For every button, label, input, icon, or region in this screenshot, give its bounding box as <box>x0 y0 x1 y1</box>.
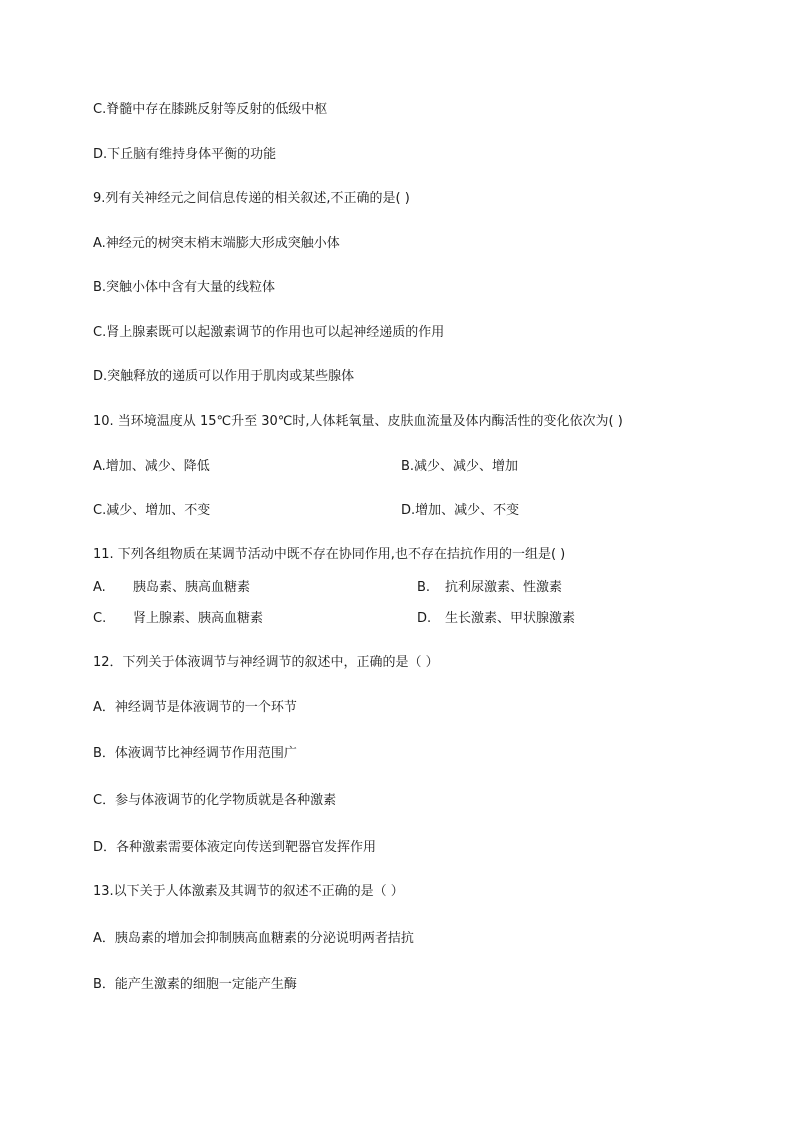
option-text: 抗利尿激素、性激素 <box>445 580 563 595</box>
question-12-option-a: A．神经调节是体液调节的一个环节 <box>93 700 297 715</box>
question-13-option-b: B．能产生激素的细胞一定能产生酶 <box>93 977 297 992</box>
question-11-option-c <box>93 611 263 627</box>
question-9-option-a: A.神经元的树突末梢末端膨大形成突触小体 <box>93 236 340 251</box>
question-9-option-d: D.突触释放的递质可以作用于肌肉或某些腺体 <box>93 369 355 384</box>
question-12: 12．下列关于体液调节与神经调节的叙述中，正确的是（ ） <box>93 655 439 670</box>
question-12-option-d: D．各种激素需要体液定向传送到靶器官发挥作用 <box>93 840 377 855</box>
question-12-option-c: C．参与体液调节的化学物质就是各种激素 <box>93 793 337 808</box>
question-10-option-c: C.减少、增加、不变 <box>93 503 211 518</box>
option-text: 肾上腺素、胰高血糖素 <box>133 611 264 626</box>
option-letter: B. <box>417 580 431 595</box>
option-letter: C. <box>93 611 107 626</box>
question-13: 13.以下关于人体激素及其调节的叙述不正确的是（ ） <box>93 884 404 899</box>
question-13-option-a: A．胰岛素的增加会抑制胰高血糖素的分泌说明两者拮抗 <box>93 931 414 946</box>
question-9: 9.列有关神经元之间信息传递的相关叙述,不正确的是( ) <box>93 191 410 206</box>
question-10-option-d: D.增加、减少、不变 <box>401 503 520 518</box>
question-10-option-a: A.增加、减少、降低 <box>93 459 210 474</box>
question-10-option-b: B.减少、减少、增加 <box>401 459 519 474</box>
question-10: 10. 当环境温度从 15℃升至 30℃时,人体耗氧量、皮肤血流量及体内酶活性的变化依次为( ) <box>93 414 623 429</box>
question-12-option-b: B．体液调节比神经调节作用范围广 <box>93 746 297 761</box>
question-11-option-d <box>417 611 575 627</box>
option-c-text: C.脊髓中存在膝跳反射等反射的低级中枢 <box>93 102 328 117</box>
option-letter: D. <box>417 611 432 626</box>
question-9-option-b: B.突触小体中含有大量的线粒体 <box>93 280 276 295</box>
option-letter: A. <box>93 580 106 595</box>
question-11-option-a <box>93 580 250 596</box>
option-text: 胰岛素、胰高血糖素 <box>133 580 251 595</box>
option-d-text: D.下丘脑有维持身体平衡的功能 <box>93 147 277 162</box>
option-text: 生长激素、甲状腺激素 <box>445 611 576 626</box>
question-9-option-c: C.肾上腺素既可以起激素调节的作用也可以起神经递质的作用 <box>93 325 445 340</box>
question-11-option-b <box>417 580 562 596</box>
question-11: 11. 下列各组物质在某调节活动中既不存在协同作用,也不存在拮抗作用的一组是( ) <box>93 547 566 562</box>
